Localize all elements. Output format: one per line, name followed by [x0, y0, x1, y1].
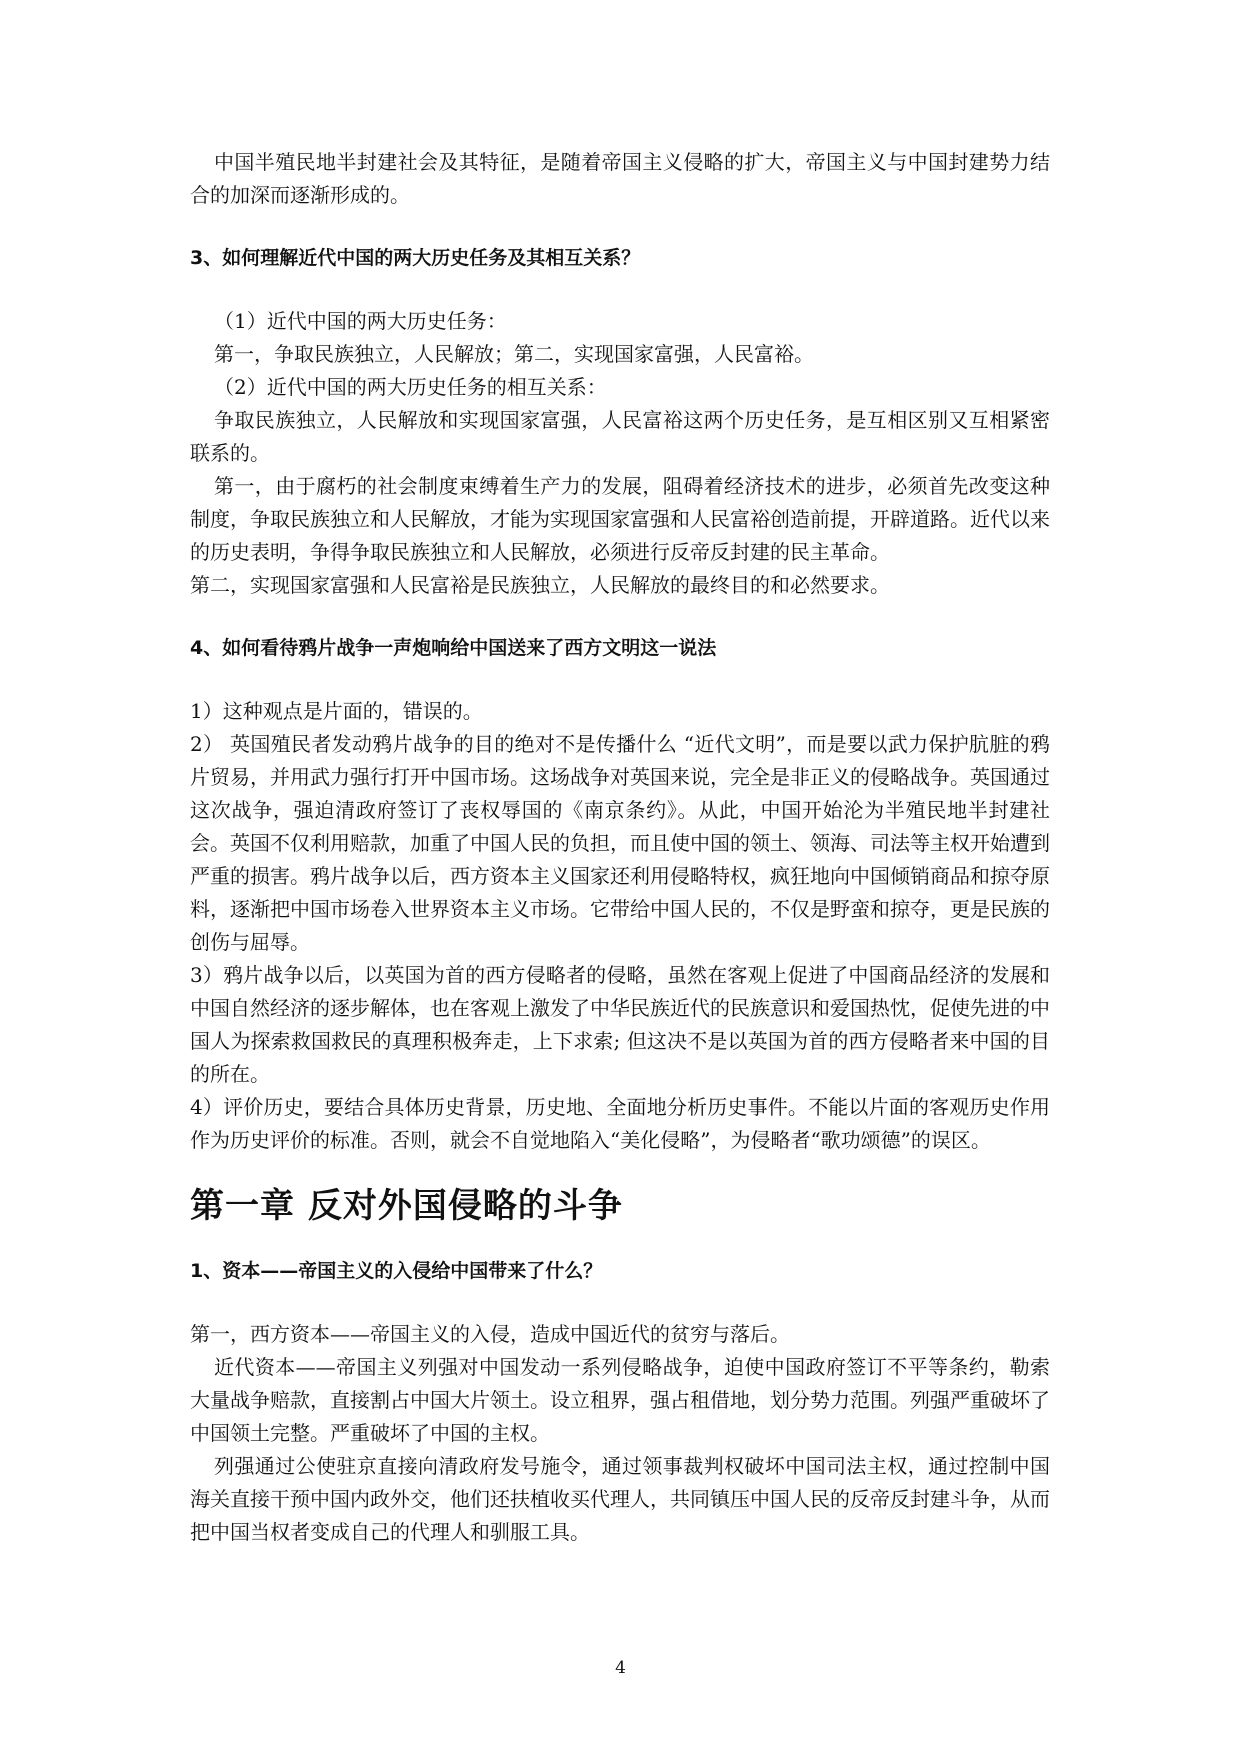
q3-line: （1）近代中国的两大历史任务： [214, 309, 507, 333]
c1q1-paragraph: 第一，西方资本——帝国主义的入侵，造成中国近代的贫穷与落后。 [190, 1322, 790, 1346]
q3-paragraph: 第一，由于腐朽的社会制度束缚着生产力的发展，阻碍着经济技术的进步，必须首先改变这种制度，争取民族独立和人民解放，才能为实现国家富强和人民富裕创造前提，开辟道路。近代以来的历史表明，争得争取民族独立和人民解放，必须进行反帝反封建的民主革命。 [190, 474, 1050, 564]
q4-point: 1）这种观点是片面的，错误的。 [190, 699, 483, 723]
q3-line: （2）近代中国的两大历史任务的相互关系： [214, 375, 607, 399]
q4-point: 2） 英国殖民者发动鸦片战争的目的绝对不是传播什么 “近代文明”，而是要以武力保护肮脏的鸦片贸易，并用武力强行打开中国市场。这场战争对英国来说，完全是非正义的侵略战争。英国通过这次战争，强迫清政府签订了丧权辱国的《南京条约》。从此，中国开始沦为半殖民地半封建社会。英国不仅利用赔款，加重了中国人民的负担，而且使中国的领土、领海、司法等主权开始遭到严重的损害。鸦片战争以后，西方资本主义国家还利用侵略特权，疯狂地向中国倾销商品和掠夺原料，逐渐把中国市场卷入世界资本主义市场。它带给中国人民的，不仅是野蛮和掠夺，更是民族的创伤与屈辱。 [190, 732, 1050, 954]
q3-paragraph: 第二，实现国家富强和人民富裕是民族独立，人民解放的最终目的和必然要求。 [190, 573, 890, 597]
page-number: 4 [615, 1658, 626, 1678]
c1q1-paragraph: 近代资本——帝国主义列强对中国发动一系列侵略战争，迫使中国政府签订不平等条约，勒索大量战争赔款，直接割占中国大片领土。设立租界，强占租借地，划分势力范围。列强严重破坏了中国领土完整。严重破坏了中国的主权。 [190, 1355, 1050, 1445]
q4-point: 4）评价历史，要结合具体历史背景，历史地、全面地分析历史事件。不能以片面的客观历史作用作为历史评价的标准。否则，就会不自觉地陷入“美化侵略”，为侵略者“歌功颂德”的误区。 [190, 1095, 1050, 1152]
intro-paragraph: 中国半殖民地半封建社会及其特征，是随着帝国主义侵略的扩大，帝国主义与中国封建势力结合的加深而逐渐形成的。 [190, 150, 1050, 207]
q4-point: 3）鸦片战争以后，以英国为首的西方侵略者的侵略，虽然在客观上促进了中国商品经济的发展和中国自然经济的逐步解体，也在客观上激发了中华民族近代的民族意识和爱国热忱，促使先进的中国人为探索救国救民的真理积极奔走，上下求索; 但这决不是以英国为首的西方侵略者来中国的目的所在。 [190, 963, 1050, 1086]
question-3-title: 3、如何理解近代中国的两大历史任务及其相互关系？ [190, 247, 641, 269]
q3-paragraph: 争取民族独立，人民解放和实现国家富强，人民富裕这两个历史任务，是互相区别又互相紧密联系的。 [190, 408, 1050, 465]
c1q1-paragraph: 列强通过公使驻京直接向清政府发号施令，通过领事裁判权破坏中国司法主权，通过控制中国海关直接干预中国内政外交，他们还扶植收买代理人，共同镇压中国人民的反帝反封建斗争，从而把中国当权者变成自己的代理人和驯服工具。 [190, 1454, 1050, 1544]
chapter1-question-1-title: 1、资本——帝国主义的入侵给中国带来了什么？ [190, 1260, 603, 1282]
q3-line: 第一，争取民族独立，人民解放；第二，实现国家富强，人民富裕。 [214, 342, 814, 366]
question-4-title: 4、如何看待鸦片战争一声炮响给中国送来了西方文明这一说法 [190, 637, 717, 659]
chapter-title: 第一章 反对外国侵略的斗争 [190, 1186, 623, 1226]
page-content [190, 146, 1050, 1549]
